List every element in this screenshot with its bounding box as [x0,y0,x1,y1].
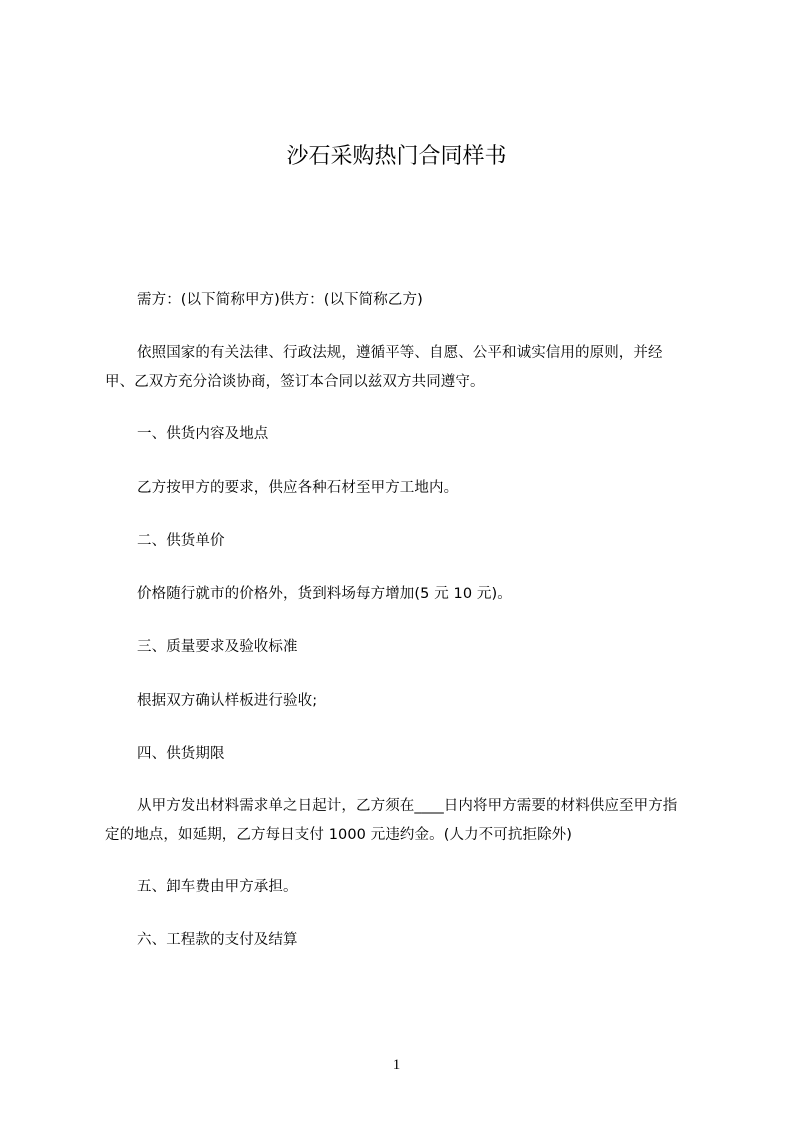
page-number: 1 [392,1057,401,1073]
unit-price-paragraph: 价格随行就市的价格外，货到料场每方增加(5 元 10 元)。 [137,586,512,602]
parties-line: 需方：(以下简称甲方)供方：(以下简称乙方) [137,292,423,308]
supply-content-paragraph: 乙方按甲方的要求，供应各种石材至甲方工地内。 [137,480,459,496]
preamble-paragraph: 依照国家的有关法律、行政法规，遵循平等、自愿、公平和诚实信用的原则，并经甲、乙双方充分洽谈协商，签订本合同以兹双方共同遵守。 [105,345,663,390]
document-title: 沙石采购热门合同样书 [286,144,507,169]
section-heading-quality: 三、质量要求及验收标准 [137,639,298,655]
section-heading-payment: 六、工程款的支付及结算 [137,932,298,948]
supply-period-paragraph: 从甲方发出材料需求单之日起计，乙方须在____日内将甲方需要的材料供应至甲方指定的地点，如延期，乙方每日支付 1000 元违约金。(人力不可抗拒除外) [105,798,678,843]
section-heading-supply-period: 四、供货期限 [137,746,225,762]
section-heading-unit-price: 二、供货单价 [137,533,225,549]
section-heading-unloading: 五、卸车费由甲方承担。 [137,879,298,895]
section-heading-supply-content: 一、供货内容及地点 [137,426,269,442]
quality-paragraph: 根据双方确认样板进行验收; [137,693,318,709]
